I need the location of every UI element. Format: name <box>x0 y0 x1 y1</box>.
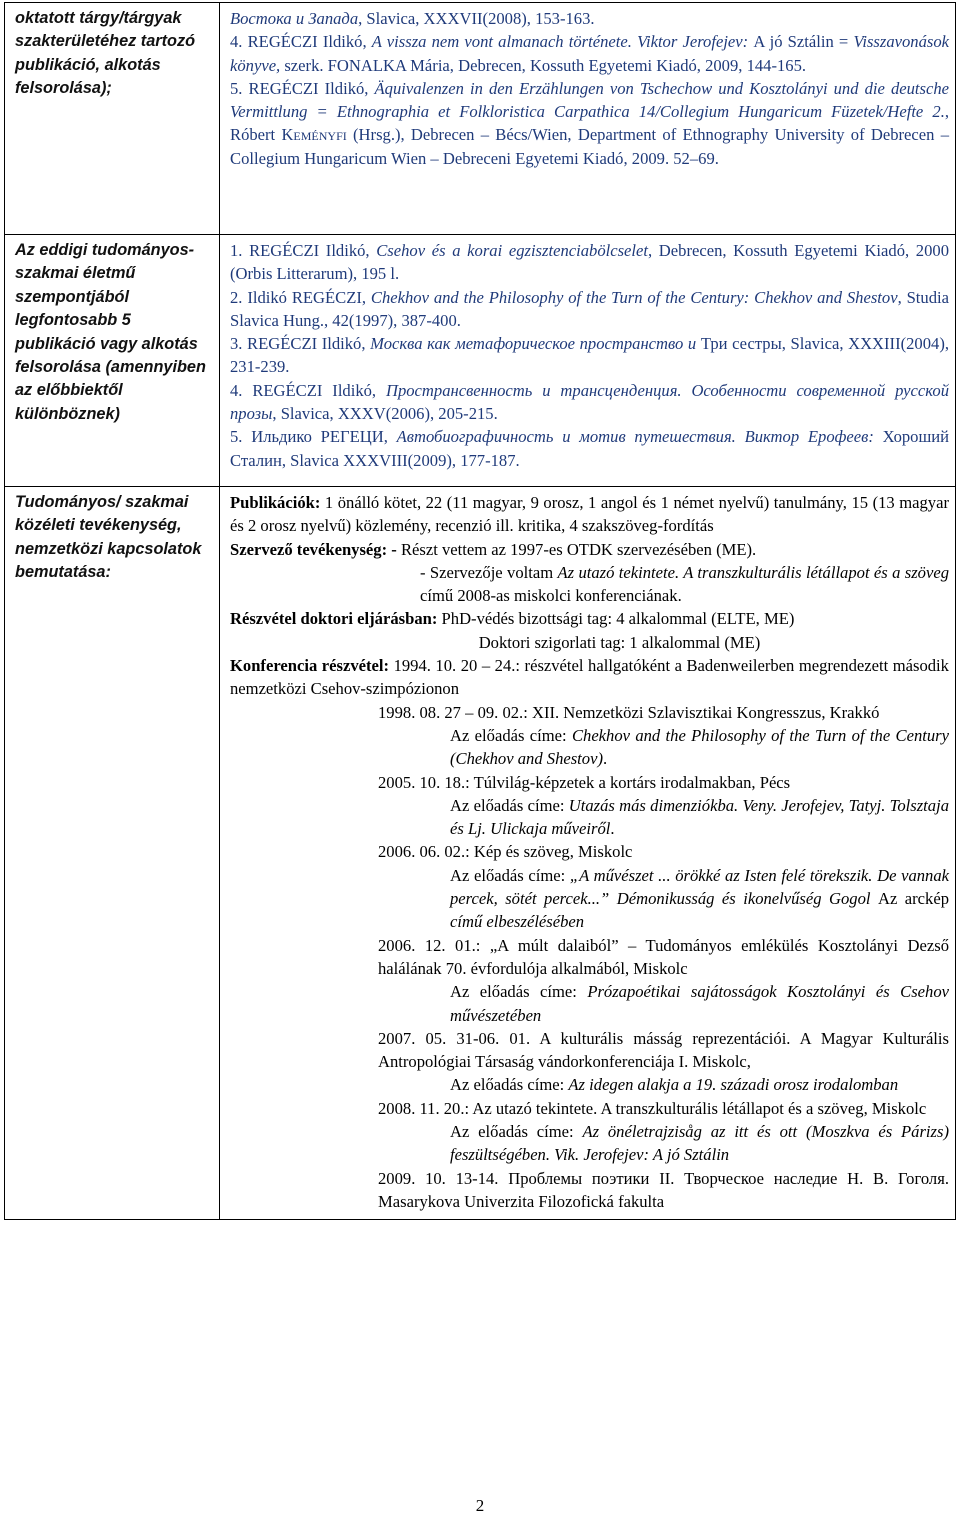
row-top5-publications <box>5 235 956 487</box>
doctoral-participation <box>230 607 949 630</box>
conference-entry <box>230 1097 949 1167</box>
publication-text: Пространсвенность и трансценденция. Особенности современной русской прозы <box>230 380 949 424</box>
conference-first-date: 1994. 10. 20 – 24.: <box>389 656 521 676</box>
publication-text: 2. Ildikó REGÉCZI, <box>230 287 371 307</box>
talk-title: Az önéletrajzisåg az itt és ott (Moszkva és Párizs) feszültségében. Vik. Jerofejev: A jó Sztálin <box>450 1122 949 1165</box>
conference-text: Az utazó tekintete. A transzkulturális létállapot és a szöveg, Miskolc <box>469 1098 927 1118</box>
publication-item <box>230 379 949 426</box>
publication-text: 5. Ильдико РЕГЕЦИ, <box>230 427 397 447</box>
publication-text: 1. REGÉCZI Ildikó, <box>230 241 377 260</box>
organizer-activity <box>230 538 949 561</box>
talk-title-prefix: Az előadás címe: <box>450 1075 569 1095</box>
publication-text: , Róbert <box>230 102 949 145</box>
publication-text: fi <box>336 125 347 145</box>
row-content <box>220 235 956 487</box>
publication-text: , Slavica XXXVIII(2009), 177-187. <box>281 450 520 470</box>
conference-heading <box>378 1167 949 1214</box>
publication-text: Москва как метафорическое пространство и <box>370 334 701 354</box>
publication-item <box>230 286 949 333</box>
publication-text: Äquivalenzen in den Erzählungen von Tschechow und Kosztolányi und die deutsche Vermittlung = Ethnographia et Folkloristica Carpathica 14/Collegium Hungaricum Füzetek/Hefte 2. <box>230 78 949 122</box>
publication-text: 5. REGÉCZI Ildikó, <box>230 78 375 98</box>
conference-entry <box>230 771 949 841</box>
doctoral-item-1: PhD-védés bizottsági tag: 4 alkalommal (ELTE, ME) <box>437 609 795 629</box>
conference-entry <box>230 840 949 933</box>
conference-date: 1998. 08. 27 – 09. 02.: <box>378 702 528 722</box>
conference-first <box>230 654 949 701</box>
organizer-label: Szervező tevékenység: - <box>230 539 401 559</box>
publication-text: Kemény <box>281 125 337 145</box>
cv-table <box>4 2 956 1220</box>
talk-title-prefix: Az előadás címe: <box>450 795 569 815</box>
talk-title-prefix: Az előadás címe: <box>450 982 588 1002</box>
row-label: Tudományos/ szakmai közéleti tevékenység, nemzetközi kapcsolatok bemutatása: <box>5 487 220 1220</box>
publication-item <box>230 425 949 472</box>
publication-text: Хороший Сталин <box>230 427 949 470</box>
conference-talk-title <box>450 724 949 771</box>
publication-text: , Studia Slavica Hung., 42(1997), 387-400. <box>230 287 949 330</box>
publications-summary <box>230 491 949 538</box>
conference-talk-title <box>450 1073 949 1096</box>
organizer-item-2-prefix: - Szervezője voltam <box>420 562 558 582</box>
conference-talk-title <box>450 794 949 841</box>
conference-entry <box>230 1167 949 1214</box>
publication-item <box>230 7 949 30</box>
organizer-item-2-suffix: című 2008-as miskolci konferenciának. <box>420 586 682 606</box>
publication-text: , Debrecen, Kossuth Egyetemi Kiadó, 2000 (Orbis Litterarum), 195 l. <box>230 241 949 284</box>
conference-date: 2007. 05. 31-06. 01. <box>378 1028 531 1048</box>
conference-text: Kép és szöveg, Miskolc <box>469 842 633 862</box>
publication-text: 4. REGÉCZI Ildikó, <box>230 380 386 400</box>
publication-text: Csehov és a korai egzisztenciabölcselet <box>376 241 648 260</box>
talk-title: „A művészet ... örökké az Isten felé törekszik. De vannak percek, sötét percek...” Démonikusság és ikonelvűség Gogol <box>450 865 949 909</box>
publication-text: A jó Sztálin = <box>753 32 854 52</box>
conference-talk-title <box>450 980 949 1027</box>
publication-item <box>230 30 949 77</box>
publication-text: 4. REGÉCZI Ildikó, <box>230 32 372 52</box>
page-number: 2 <box>475 1496 485 1515</box>
talk-title-prefix: Az előadás címe: <box>450 865 570 885</box>
publication-text: Востока и Запада <box>230 9 359 28</box>
talk-title-suffix: . <box>602 749 608 769</box>
conference-text: XII. Nemzetközi Szlavisztikai Kongresszus, Krakkó <box>527 702 880 722</box>
organizer-item-2-title: Az utazó tekintete. A transzkulturális létállapot és a szöveg <box>557 562 950 582</box>
publication-text: (Hrsg.), Debrecen – Bécs/Wien, Department of Ethnography University of Debrecen – Collegium Hungaricum Wien – Debreceni Egyetemi Kiadó, 2009. 52–69. <box>230 125 950 168</box>
talk-title-suffix: . <box>610 819 615 839</box>
conference-heading <box>378 840 949 863</box>
publication-text: A vissza nem vont almanach története. <box>371 32 638 52</box>
conference-text: „A múlt dalaiból” – Tudományos emlékülés Kosztolányi Dezső halálának 70. évfordulója alkalmából, Miskolc <box>378 935 950 978</box>
conference-date: 2006. 12. 01.: <box>378 935 481 955</box>
conference-heading <box>378 771 949 794</box>
publication-text: 3. REGÉCZI Ildikó, <box>230 334 371 354</box>
row-label: oktatott tárgy/tárgyak szakterületéhez tartozó publikáció, alkotás felsorolása); <box>5 3 220 235</box>
doctoral-label: Részvétel doktori eljárásban: <box>230 609 438 629</box>
talk-title: Prózapoétikai sajátosságok Kosztolányi és Csehov művészetében <box>450 982 949 1025</box>
conference-text: A kulturális másság reprezentációi. A Magyar Kulturális Antropológiai Társaság vándorkonferenciája I. Miskolc, <box>378 1028 949 1072</box>
conference-list <box>230 701 949 1214</box>
conference-date: 2005. 10. 18.: <box>378 772 470 792</box>
publication-text: szerk. FONALKA Mária, Debrecen, Kossuth Egyetemi Kiadó, 2009, 144-165. <box>280 55 807 75</box>
talk-title-suffix: Az arckép <box>877 889 949 909</box>
talk-title-prefix: Az előadás címe: <box>450 1122 583 1142</box>
publication-text: Три сестры <box>700 334 782 354</box>
talk-title-prefix: Az előadás címe: <box>450 725 572 745</box>
talk-title: Az idegen alakja a 19. századi orosz irodalomban <box>568 1075 899 1095</box>
conference-entry <box>230 934 949 1027</box>
row-content <box>220 487 956 1220</box>
organizer-item-1: Részt vettem az 1997-es OTDK szervezésében (ME). <box>400 539 757 559</box>
publication-item <box>230 332 949 379</box>
conference-heading <box>378 934 949 981</box>
conference-date: 2009. 10. 13-14. <box>378 1168 499 1188</box>
publication-text: Автобиографичность и мотив путешествия. Виктор Ерофеев: <box>396 427 883 447</box>
publication-text: , Slavica, XXXIII(2004), 231-239. <box>230 334 949 377</box>
conference-heading <box>378 1027 949 1074</box>
row-label: Az eddigi tudományos-szakmai életmű szempontjából legfontosabb 5 publikáció vagy alkotás felsorolása (amennyiben az előbbiektől különböznek) <box>5 235 220 487</box>
publication-text: Chekhov and the Philosophy of the Turn of the Century: Chekhov and Shestov <box>370 287 898 307</box>
conference-talk-title <box>450 864 949 934</box>
publication-text: , Slavica, XXXVII(2008), 153-163. <box>358 9 595 28</box>
talk-title-tail: című elbeszélésében <box>450 912 585 932</box>
row-scientific-activity <box>5 487 956 1220</box>
conference-entry <box>230 701 949 771</box>
publication-text: , Slavica, XXXV(2006), 205-215. <box>272 404 498 424</box>
conference-heading <box>378 701 949 724</box>
publications-label: Publikációk: <box>230 493 321 512</box>
publication-item <box>230 77 949 170</box>
publication-item <box>230 239 949 286</box>
publication-text: Visszavonások könyve, <box>230 32 950 75</box>
publications-text: 1 önálló kötet, 22 (11 magyar, 9 orosz, 1 angol és 1 német nyelvű) tanulmány, 15 (13 magyar és 2 orosz nyelvű) közlemény, recenzió ill. kritika, 4 szakszöveg-fordítás <box>230 493 949 536</box>
organizer-item-2 <box>420 561 949 608</box>
doctoral-item-2: Doktori szigorlati tag: 1 alkalommal (ME) <box>478 632 761 652</box>
row-content <box>220 3 956 235</box>
conference-label: Konferencia részvétel: <box>230 656 390 676</box>
conference-text: Túlvilág-képzetek a kortárs irodalmakban, Pécs <box>469 772 791 792</box>
talk-title: Chekhov and the Philosophy of the Turn of the Century (Chekhov and Shestov) <box>450 725 949 769</box>
talk-title: Utazás más dimenziókba. Veny. Jerofejev, Tatyj. Tolsztaja és Lj. Ulickaja műveiről <box>450 795 949 839</box>
conference-text: Проблемы поэтики II. Творческое наследие Н. В. Гоголя. Masarykova Univerzita Filozofická fakulta <box>378 1168 949 1211</box>
conference-first-text: részvétel hallgatóként a Badenweilerben megrendezett második nemzetközi Csehov-szimpózionon <box>230 656 949 699</box>
conference-entry <box>230 1027 949 1097</box>
conference-date: 2008. 11. 20.: <box>378 1098 470 1118</box>
row-publications-subject <box>5 3 956 235</box>
publication-text: Viktor Jerofejev: <box>637 32 754 52</box>
conference-date: 2006. 06. 02.: <box>378 842 470 862</box>
conference-talk-title <box>450 1120 949 1167</box>
conference-heading <box>378 1097 949 1120</box>
